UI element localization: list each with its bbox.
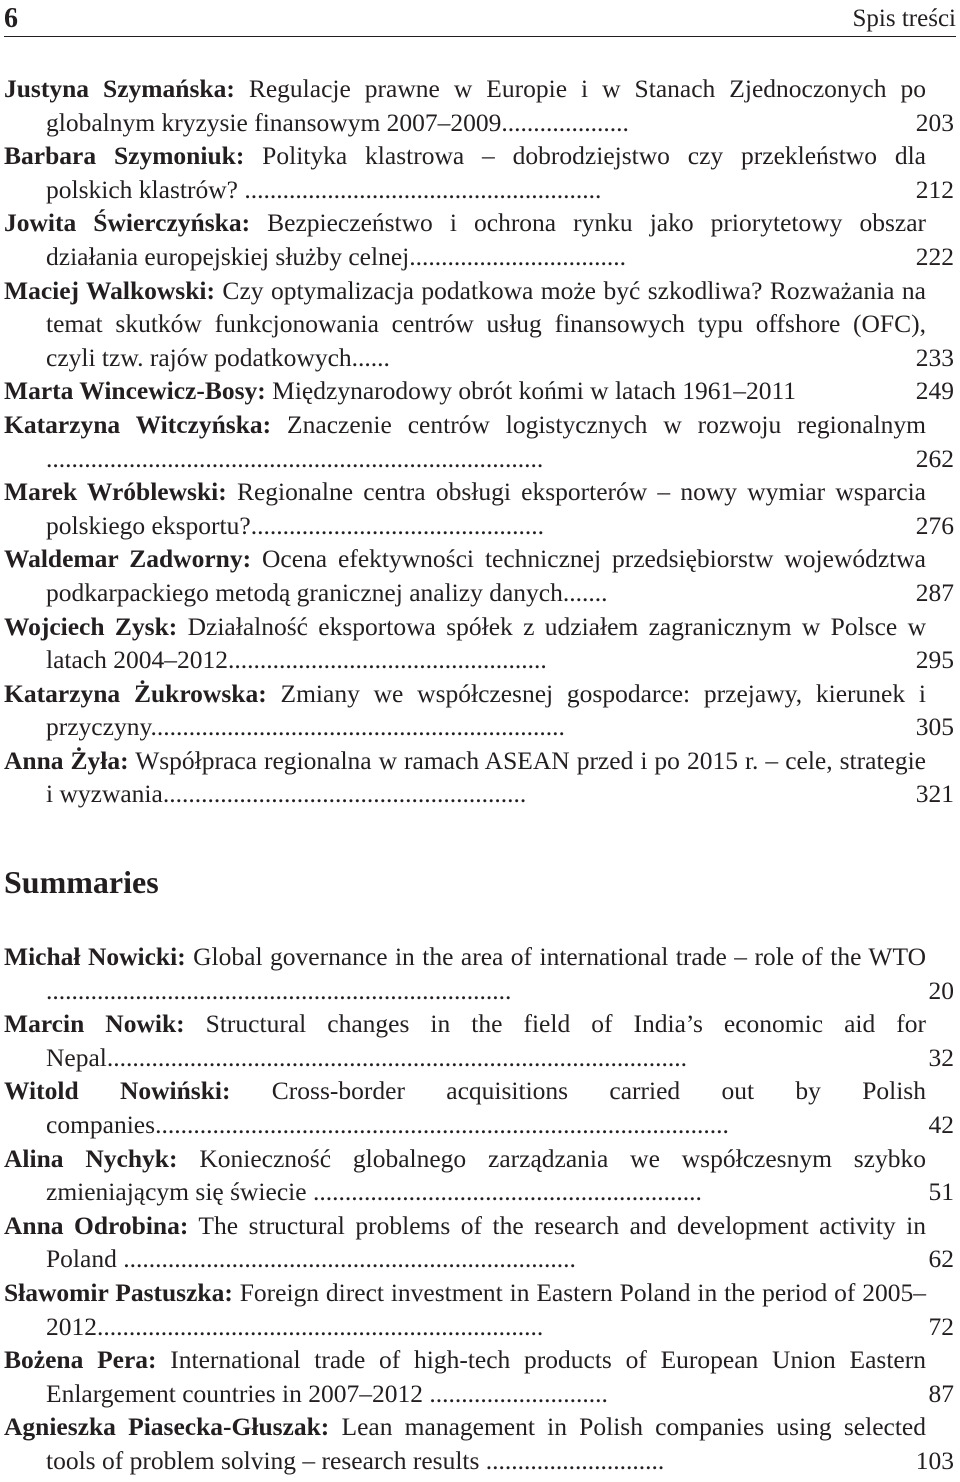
dot-leader: ....... bbox=[562, 577, 608, 607]
dot-leader: ............................ bbox=[485, 1445, 665, 1475]
toc-entry-author: Anna Odrobina: bbox=[4, 1210, 189, 1240]
toc-entry-title: Działalność eksportowa spółek z udziałem zagranicznym w Polsce w latach 2004–2012 bbox=[46, 611, 926, 675]
page-number: 6 bbox=[4, 3, 18, 34]
running-title: Spis treści bbox=[852, 5, 956, 32]
toc-entry-text bbox=[4, 475, 926, 542]
toc-entry-text bbox=[4, 1410, 926, 1477]
toc-entry bbox=[4, 475, 954, 542]
toc-entry-title: Cross-border acquisitions carried out by Polish companies bbox=[46, 1076, 926, 1139]
dot-leader: ......................................................... bbox=[162, 779, 527, 809]
toc-entry bbox=[4, 206, 954, 273]
toc-entry-author: Alina Nychyk: bbox=[4, 1143, 178, 1173]
toc-entry-author: Marek Wróblewski: bbox=[4, 477, 227, 507]
toc-entry-author: Justyna Szymańska: bbox=[4, 74, 235, 103]
toc-entry-text bbox=[4, 610, 926, 677]
toc-entry-title: Międzynarodowy obrót końmi w latach 1961–2011 bbox=[265, 376, 797, 406]
toc-entry-page: 262 bbox=[915, 443, 954, 473]
toc-entry-page: 20 bbox=[928, 975, 954, 1005]
toc-entry-title: Foreign direct investment in Eastern Poland in the period of 2005–2012 bbox=[46, 1277, 926, 1341]
toc-entry-text bbox=[4, 940, 926, 1007]
toc-entry-title: International trade of high-tech products of European Union Eastern Enlargement countries in 2007–2012 bbox=[46, 1345, 926, 1408]
toc-entry-title: Znaczenie centrów logistycznych w rozwoju regionalnym bbox=[271, 409, 927, 439]
toc-entry-page: 51 bbox=[928, 1177, 954, 1207]
toc-entry-text bbox=[4, 1142, 926, 1209]
toc-entry-page: 203 bbox=[915, 107, 954, 137]
toc-entry-text bbox=[4, 139, 926, 206]
toc-entry-text bbox=[4, 1209, 926, 1276]
toc-entry-title: Ocena efektywności technicznej przedsiębiorstw województwa podkarpackiego metodą granicznej analizy danych bbox=[46, 544, 926, 607]
toc-entry-text bbox=[4, 206, 926, 273]
dot-leader: .................... bbox=[501, 107, 629, 137]
dot-leader: ....................................................................... bbox=[123, 1244, 576, 1274]
toc-entry-author: Agnieszka Piasecka-Głuszak: bbox=[4, 1412, 330, 1442]
toc-entry-page: 321 bbox=[915, 779, 954, 809]
summaries-list bbox=[4, 940, 954, 1478]
dot-leader: ......................................................................... bbox=[46, 975, 512, 1005]
toc-entry-page: 276 bbox=[915, 510, 954, 540]
toc-entry-author: Witold Nowiński: bbox=[4, 1076, 231, 1106]
toc-entry-title: Regulacje prawne w Europie i w Stanach Zjednoczonych po globalnym kryzysie finansowym 2007–2009 bbox=[46, 74, 926, 137]
toc-entry-text bbox=[4, 1276, 926, 1343]
toc-entry bbox=[4, 1410, 954, 1477]
toc-entry-title: Współpraca regionalna w ramach ASEAN przed i po 2015 r. – cele, strategie i wyzwania bbox=[46, 745, 926, 809]
toc-entry bbox=[4, 1209, 954, 1276]
toc-entry-title: Czy optymalizacja podatkowa może być szkodliwa? Rozważania na temat skutków funkcjonowania centrów usług finansowych typu offshore (OFC), czyli tzw. rajów podatkowych bbox=[46, 275, 926, 372]
toc-entry-page: 62 bbox=[928, 1244, 954, 1274]
toc-entry bbox=[4, 139, 954, 206]
dot-leader: .................................................. bbox=[228, 645, 547, 675]
dot-leader: .......................................................................................... bbox=[155, 1109, 729, 1139]
toc-entry-title: Regionalne centra obsługi eksporterów – nowy wymiar wsparcia polskiego eksportu? bbox=[46, 477, 926, 540]
toc-entry bbox=[4, 408, 954, 475]
dot-leader: ............................ bbox=[429, 1378, 608, 1408]
toc-entry-author: Jowita Świerczyńska: bbox=[4, 208, 251, 238]
toc-entry-page: 295 bbox=[915, 645, 954, 675]
toc-entry-text bbox=[4, 72, 926, 139]
toc-entry-text bbox=[4, 408, 926, 475]
toc-entry-page: 87 bbox=[928, 1378, 954, 1408]
toc-entry-author: Waldemar Zadworny: bbox=[4, 544, 252, 574]
toc-entry-text bbox=[4, 744, 926, 811]
toc-entry bbox=[4, 1074, 954, 1141]
toc-entry-title: Polityka klastrowa – dobrodziejstwo czy przekleństwo dla polskich klastrów? bbox=[46, 141, 926, 204]
toc-entry-author: Wojciech Zysk: bbox=[4, 611, 178, 641]
toc-entry-title: Konieczność globalnego zarządzania we współczesnym szybko zmieniającym się świecie bbox=[46, 1143, 927, 1207]
dot-leader: ........................................................ bbox=[244, 174, 602, 204]
dot-leader: .............................................................................. bbox=[46, 443, 544, 473]
toc-entry-author: Maciej Walkowski: bbox=[4, 275, 215, 305]
toc-entry bbox=[4, 677, 954, 744]
toc-entry-page: 305 bbox=[915, 712, 954, 742]
toc-entry-page: 212 bbox=[915, 174, 954, 204]
page-header bbox=[4, 0, 956, 37]
dot-leader: ...................................................................... bbox=[97, 1311, 544, 1341]
toc-entry bbox=[4, 274, 954, 375]
dot-leader: ................................................................. bbox=[150, 712, 565, 742]
toc-entry bbox=[4, 610, 954, 677]
toc-entry bbox=[4, 542, 954, 609]
toc-entry-title: Zmiany we współczesnej gospodarce: przejawy, kierunek i przyczyny bbox=[46, 678, 927, 742]
toc-entry-text bbox=[4, 1343, 926, 1410]
toc-entry-page: 287 bbox=[915, 577, 954, 607]
toc-entry-page: 72 bbox=[928, 1311, 954, 1341]
toc-entry-page: 249 bbox=[915, 376, 954, 406]
toc-entry-author: Michał Nowicki: bbox=[4, 942, 186, 971]
toc-entry-text bbox=[4, 542, 926, 609]
dot-leader: ........................................................................................... bbox=[106, 1042, 688, 1072]
toc-entry-text bbox=[4, 1074, 926, 1141]
toc-entry-text bbox=[4, 1007, 926, 1074]
dot-leader: .................................. bbox=[409, 241, 626, 271]
toc-entry-author: Sławomir Pastuszka: bbox=[4, 1277, 233, 1307]
toc-entry-text bbox=[4, 274, 926, 375]
toc-entry bbox=[4, 1142, 954, 1209]
toc-entry-author: Barbara Szymoniuk: bbox=[4, 141, 245, 171]
toc-entry-page: 222 bbox=[915, 241, 954, 271]
toc-entry-page: 42 bbox=[928, 1109, 954, 1139]
toc-entry-author: Bożena Pera: bbox=[4, 1345, 157, 1375]
toc-entry-title: Bezpieczeństwo i ochrona rynku jako priorytetowy obszar działania europejskiej służby celnej bbox=[46, 208, 927, 271]
toc-entry-author: Marta Wincewicz-Bosy: bbox=[4, 376, 266, 406]
toc-entry bbox=[4, 744, 954, 811]
toc-entry bbox=[4, 72, 954, 139]
toc-entry-title: The structural problems of the research and development activity in Poland bbox=[46, 1210, 927, 1274]
toc-entry-text bbox=[4, 374, 926, 408]
toc-entry-author: Katarzyna Żukrowska: bbox=[4, 678, 267, 708]
toc-entry-text bbox=[4, 677, 926, 744]
toc-entry-page: 103 bbox=[915, 1445, 954, 1475]
toc-entry-author: Marcin Nowik: bbox=[4, 1009, 185, 1039]
toc-entry bbox=[4, 940, 954, 1007]
toc-entry-author: Katarzyna Witczyńska: bbox=[4, 409, 272, 439]
toc-entry-title: Structural changes in the field of India’s economic aid for Nepal bbox=[46, 1009, 926, 1072]
section-heading-summaries: Summaries bbox=[4, 864, 159, 900]
toc-entry-page: 233 bbox=[915, 342, 954, 372]
toc-entry bbox=[4, 1007, 954, 1074]
toc-entry bbox=[4, 1276, 954, 1343]
dot-leader: ...... bbox=[351, 342, 390, 372]
dot-leader: .............................................. bbox=[250, 510, 544, 540]
toc-entry bbox=[4, 1343, 954, 1410]
dot-leader: ............................................................. bbox=[312, 1177, 702, 1207]
table-of-contents bbox=[4, 72, 954, 811]
toc-entry-page: 32 bbox=[928, 1042, 954, 1072]
toc-entry-author: Anna Żyła: bbox=[4, 745, 129, 775]
toc-entry bbox=[4, 374, 954, 408]
toc-entry-title: Lean management in Polish companies using selected tools of problem solving – research results bbox=[46, 1412, 926, 1475]
toc-entry-title: Global governance in the area of international trade – role of the WTO bbox=[185, 942, 926, 971]
